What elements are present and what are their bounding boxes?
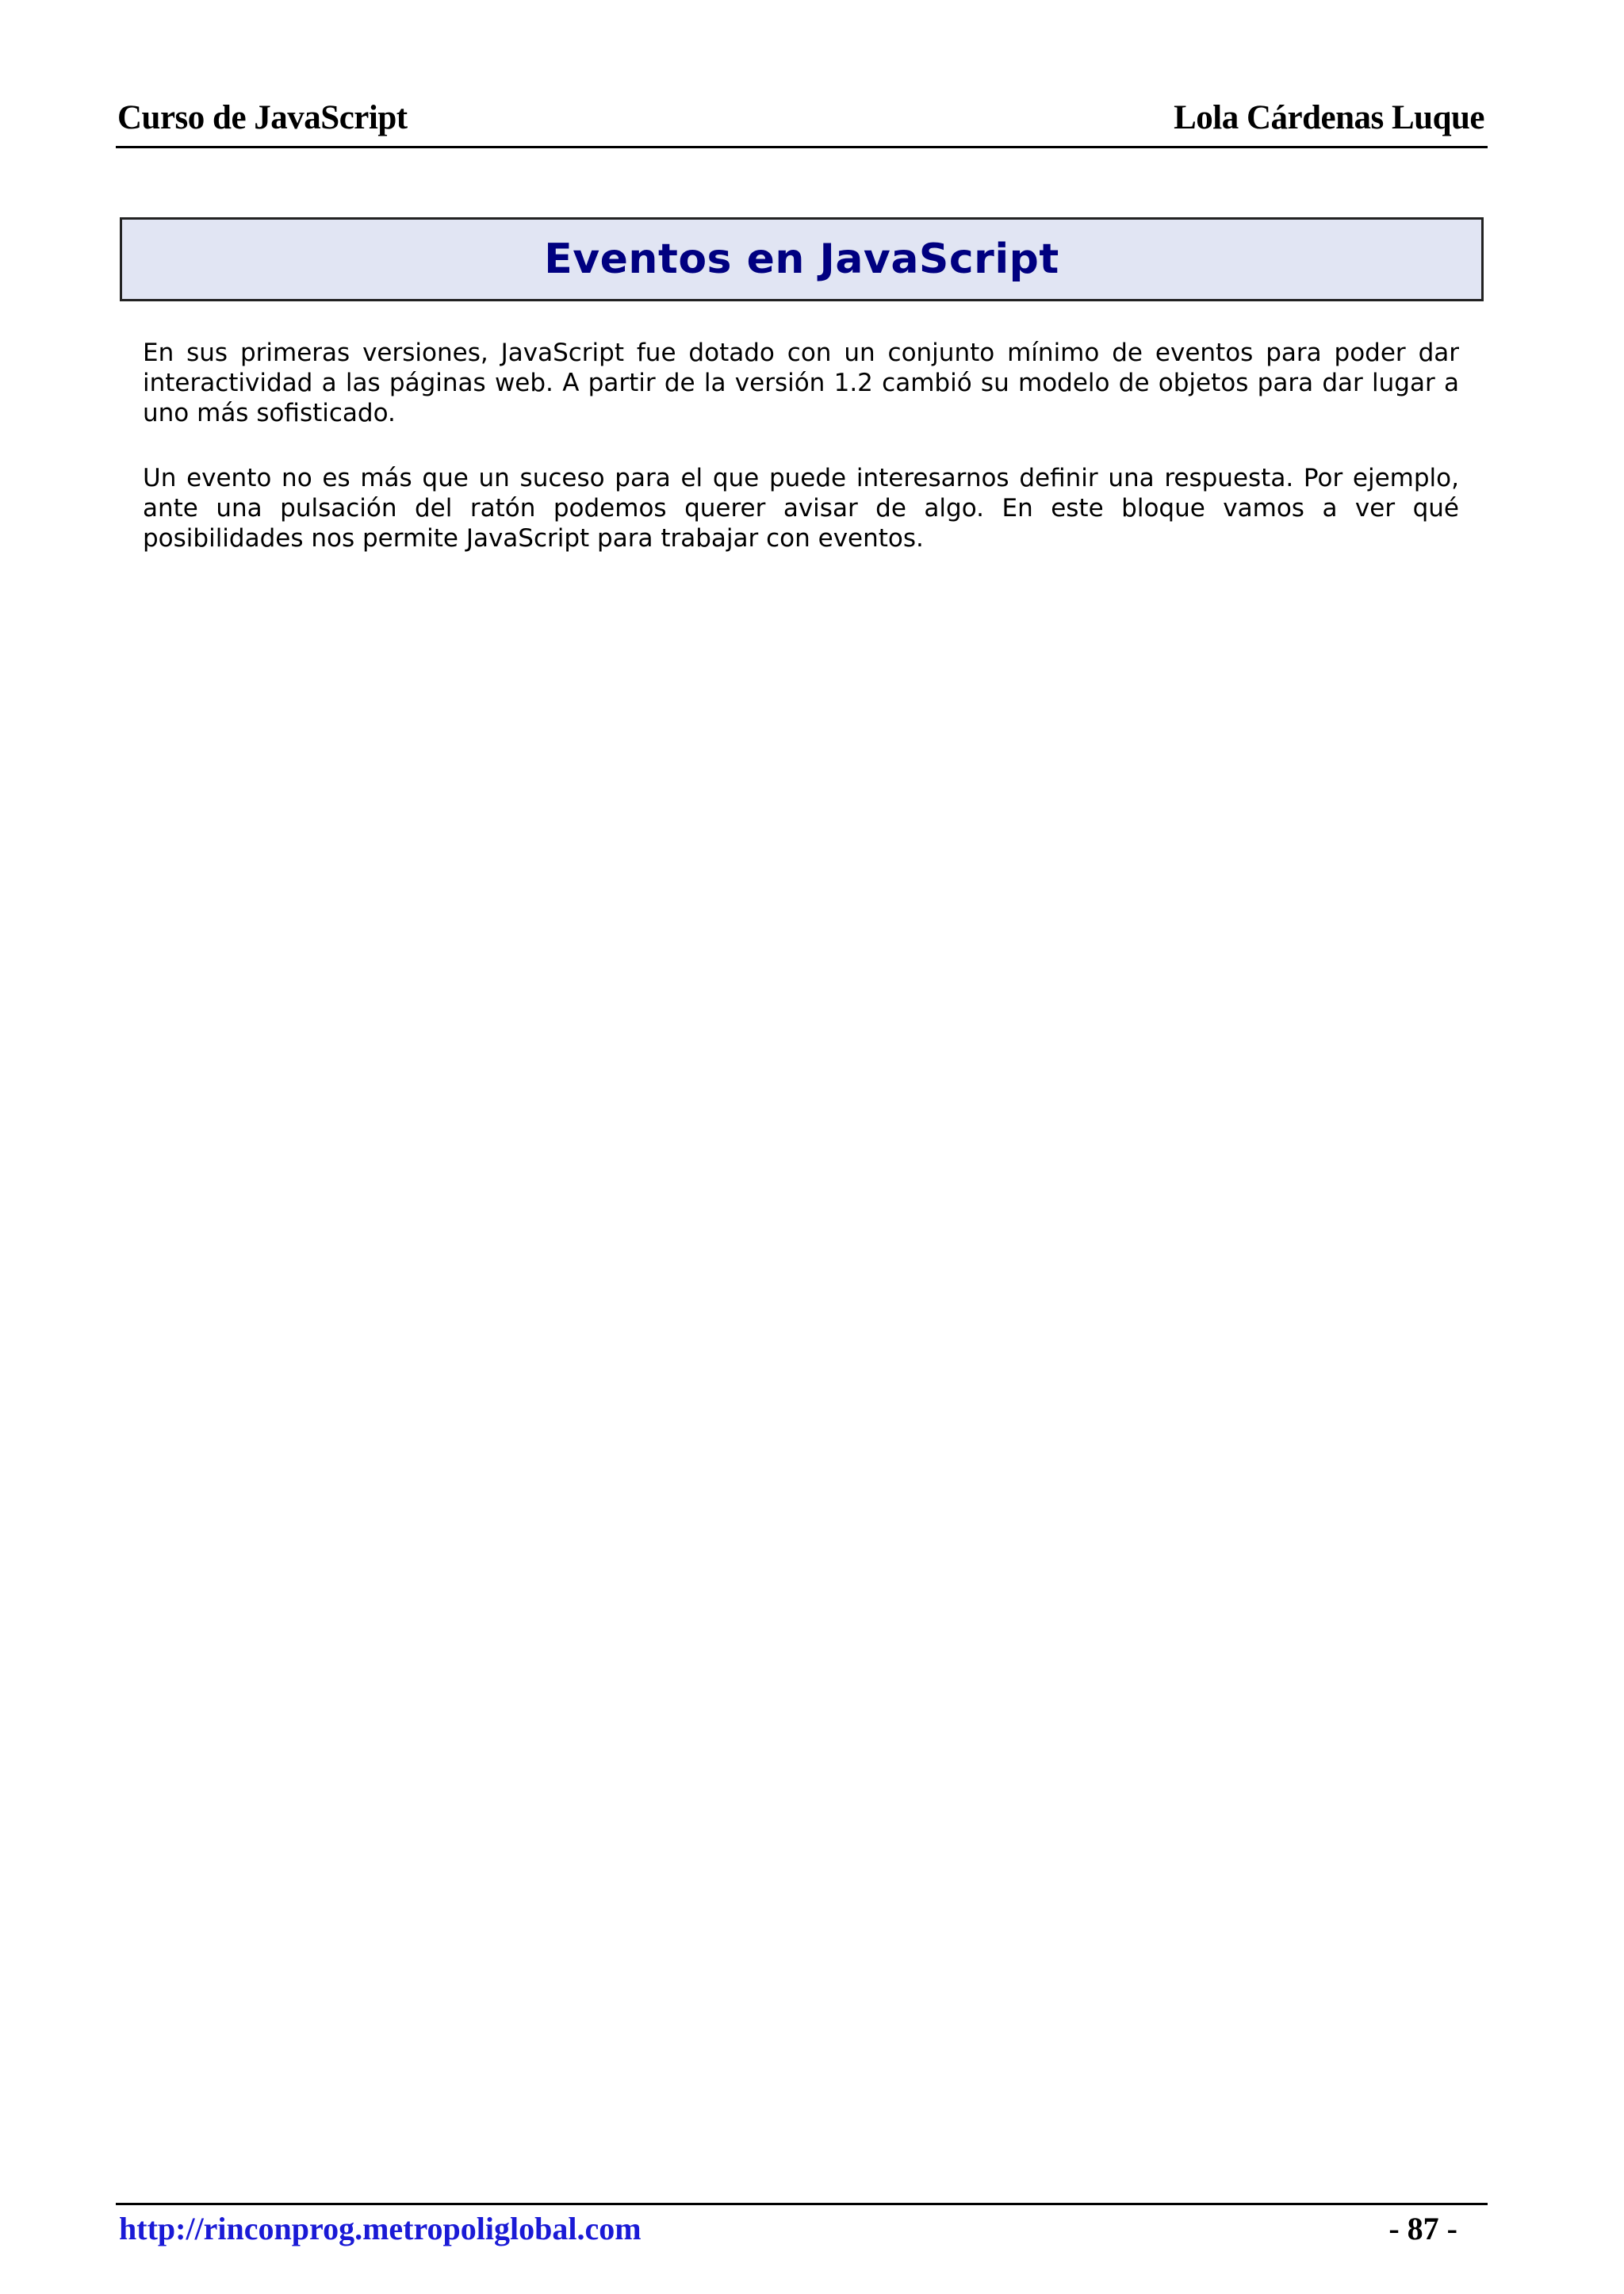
page-header bbox=[116, 94, 1488, 148]
author-name: Lola Cárdenas Luque bbox=[1174, 99, 1484, 136]
paragraph: Un evento no es más que un suceso para el que puede interesarnos definir una respuesta. Por ejemplo, ante una pulsación del ratón podemos querer avisar de algo. En este bloque vamos a ver qué posibilidades nos permite JavaScript para trabajar con eventos. bbox=[143, 464, 1459, 553]
section-title: Eventos en JavaScript bbox=[544, 236, 1059, 283]
page-number: - 87 - bbox=[1388, 2211, 1457, 2246]
body-text bbox=[143, 338, 1459, 588]
page-footer bbox=[116, 2203, 1488, 2258]
paragraph: En sus primeras versiones, JavaScript fue dotado con un conjunto mínimo de eventos para poder dar interactividad a las páginas web. A partir de la versión 1.2 cambió su modelo de objetos para dar lugar a uno más sofisticado. bbox=[143, 339, 1459, 427]
course-title: Curso de JavaScript bbox=[117, 99, 408, 136]
section-title-box bbox=[120, 217, 1484, 301]
website-link[interactable]: http://rinconprog.metropoliglobal.com bbox=[119, 2211, 642, 2246]
